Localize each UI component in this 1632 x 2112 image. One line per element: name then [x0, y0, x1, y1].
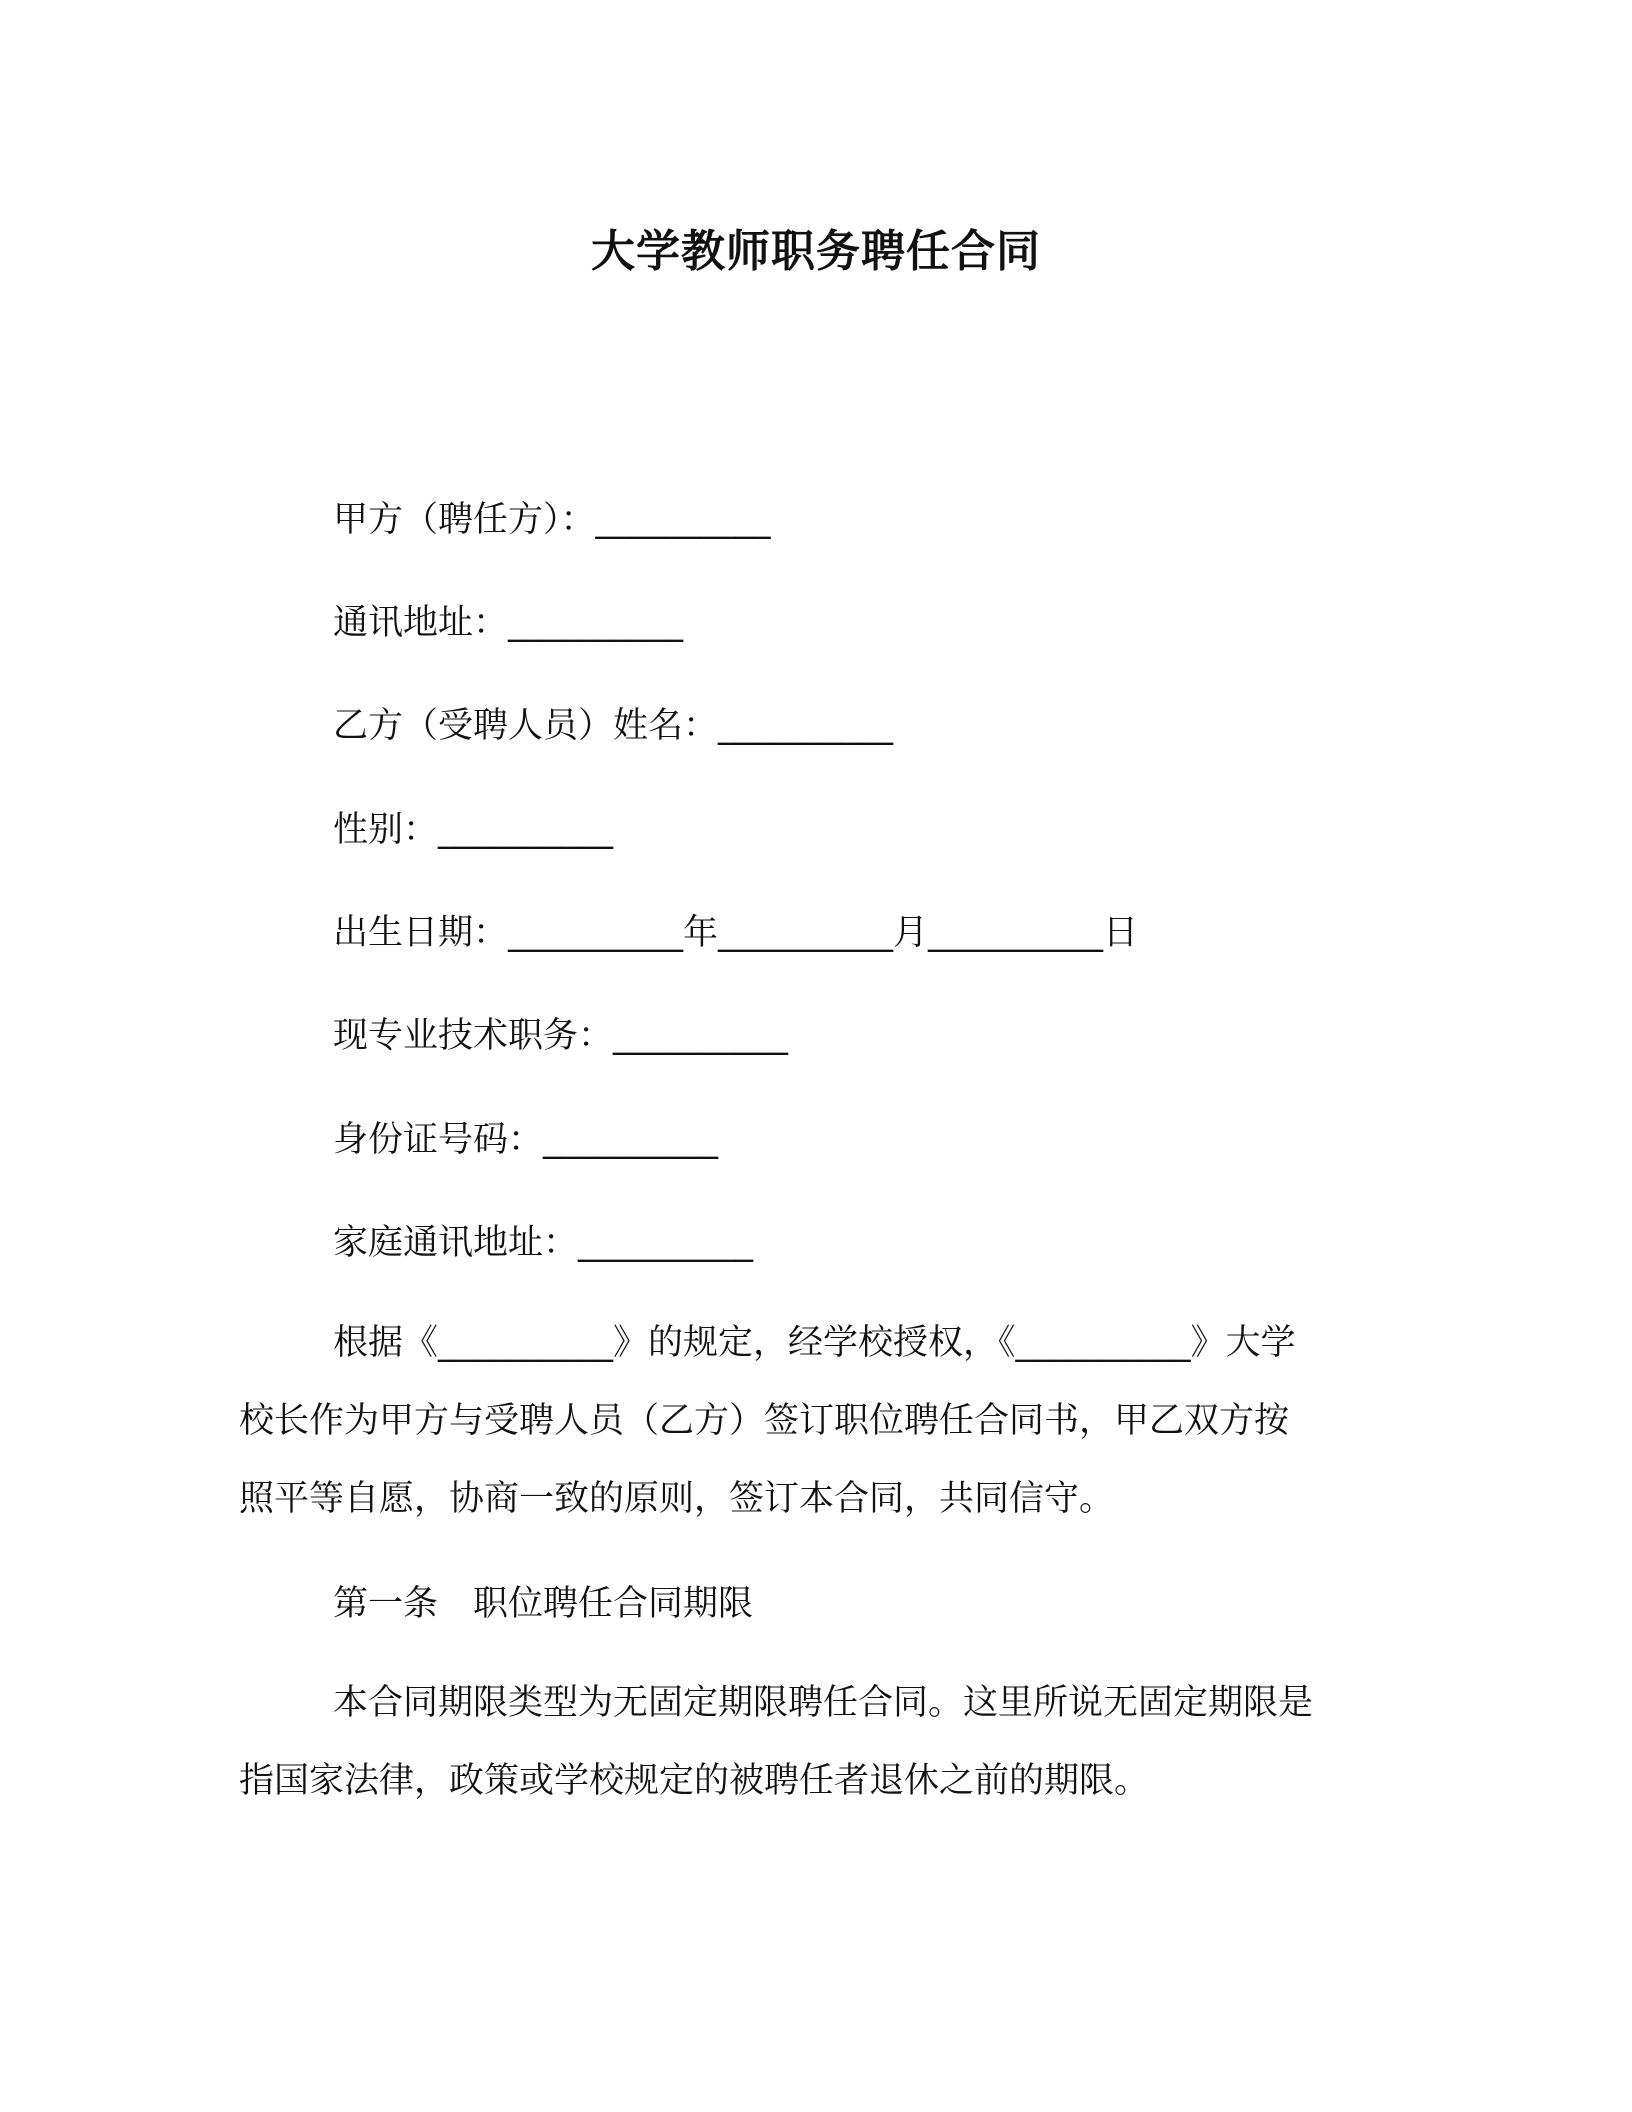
- document-title: 大学教师职务聘任合同: [591, 226, 1041, 277]
- article-1-line: 本合同期限类型为无固定期限聘任合同。这里所说无固定期限是: [333, 1683, 1314, 1723]
- id-number-field: 身份证号码：__________: [333, 1120, 719, 1160]
- preamble-line: 校长作为甲方与受聘人员（乙方）签订职位聘任合同书，甲乙双方按: [239, 1401, 1290, 1441]
- party-b-name-field: 乙方（受聘人员）姓名：__________: [333, 706, 894, 746]
- preamble-paragraph: [239, 1304, 1411, 1538]
- current-title-field: 现专业技术职务：__________: [333, 1016, 789, 1056]
- preamble-line: 根据《__________》的规定，经学校授权，《__________》大学: [333, 1323, 1296, 1363]
- article-1-line: 指国家法律，政策或学校规定的被聘任者退休之前的期限。: [239, 1761, 1150, 1801]
- address-field: 通讯地址：__________: [333, 603, 684, 643]
- birth-date-field: 出生日期：__________年__________月__________日: [333, 913, 1139, 953]
- article-1-heading: 第一条 职位聘任合同期限: [333, 1584, 754, 1624]
- gender-field: 性别：__________: [333, 810, 614, 850]
- preamble-line: 照平等自愿，协商一致的原则，签订本合同，共同信守。: [239, 1479, 1115, 1519]
- home-address-field: 家庭通讯地址：__________: [333, 1223, 754, 1263]
- party-a-field: 甲方（聘任方）：__________: [333, 500, 771, 540]
- article-1-paragraph: [239, 1664, 1411, 1820]
